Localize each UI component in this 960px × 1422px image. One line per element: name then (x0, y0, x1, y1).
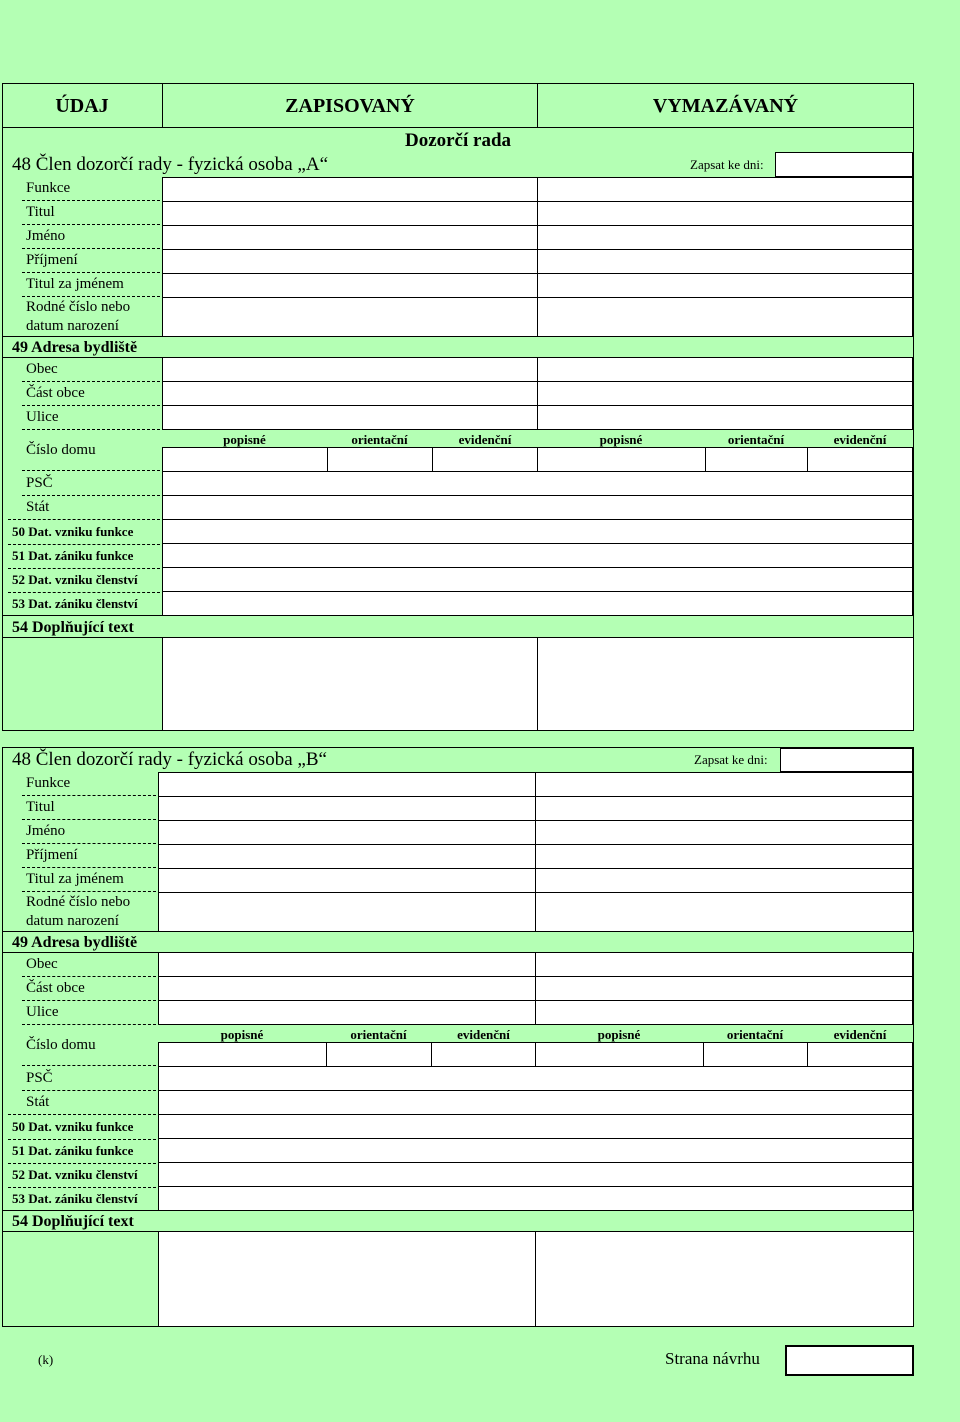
label-prijmeni: Příjmení (26, 252, 78, 268)
b-evidencni-zapis[interactable] (431, 1042, 536, 1067)
a-evidencni-zapis-label: evidenční (458, 432, 512, 447)
b-titul-zapis[interactable] (158, 796, 536, 821)
label-doplnujici: 54 Doplňující text (12, 1213, 134, 1230)
a-zanik-clenstvi-field[interactable] (162, 591, 913, 616)
label-cislo-domu: Číslo domu (26, 442, 96, 458)
a-vznik-clenstvi-field[interactable] (162, 567, 913, 592)
b-popisne-zapis-label: popisné (220, 1027, 264, 1042)
b-cast-zapis[interactable] (158, 976, 536, 1001)
header-zapisovany: ZAPISOVANÝ (285, 95, 415, 117)
label-jmeno: Jméno (26, 823, 66, 839)
header-udaj: ÚDAJ (55, 95, 109, 117)
a-popisne-zapis-label: popisné (223, 432, 266, 447)
member-a-zapsat-label: Zapsat ke dni: (690, 157, 764, 172)
b-titulza-zapis[interactable] (158, 868, 536, 893)
b-zanik-clenstvi-field[interactable] (158, 1186, 913, 1211)
label-ulice: Ulice (26, 409, 59, 425)
b-titul-vymaz[interactable] (535, 796, 913, 821)
a-popisne-vymaz-label: popisné (599, 432, 643, 447)
label-zanik-clenstvi: 53 Dat. zániku členství (12, 1191, 138, 1206)
label-cast-obce: Část obce (26, 385, 85, 401)
b-prijmeni-vymaz[interactable] (535, 844, 913, 869)
a-titul-zapis[interactable] (162, 201, 538, 226)
label-titul: Titul (26, 799, 55, 815)
a-doplnujici-zapis[interactable] (162, 637, 538, 731)
b-obec-vymaz[interactable] (535, 952, 913, 977)
a-psc-field[interactable] (162, 471, 913, 496)
label-zanik-funkce: 51 Dat. zániku funkce (12, 1143, 134, 1158)
header-vymazavany: VYMAZÁVANÝ (652, 95, 799, 117)
b-obec-zapis[interactable] (158, 952, 536, 977)
label-titul-za: Titul za jménem (26, 276, 124, 292)
a-popisne-zapis[interactable] (162, 447, 328, 472)
a-prijmeni-zapis[interactable] (162, 249, 538, 274)
a-obec-vymaz[interactable] (537, 357, 913, 382)
label-funkce: Funkce (26, 180, 71, 196)
a-ulice-vymaz[interactable] (537, 405, 913, 430)
b-jmeno-zapis[interactable] (158, 820, 536, 845)
b-orientacni-zapis[interactable] (326, 1042, 432, 1067)
label-vznik-clenstvi: 52 Dat. vzniku členství (12, 1167, 138, 1182)
b-evidencni-vymaz-label: evidenční (833, 1027, 887, 1042)
b-popisne-vymaz[interactable] (535, 1042, 704, 1067)
b-rc-vymaz[interactable] (535, 892, 913, 932)
a-funkce-vymaz[interactable] (537, 177, 913, 202)
b-rc-zapis[interactable] (158, 892, 536, 932)
a-funkce-zapis[interactable] (162, 177, 538, 202)
b-psc-field[interactable] (158, 1066, 913, 1091)
a-obec-zapis[interactable] (162, 357, 538, 382)
label-obec: Obec (26, 361, 58, 377)
label-psc: PSČ (26, 1070, 53, 1086)
label-psc: PSČ (26, 475, 53, 491)
a-titul-vymaz[interactable] (537, 201, 913, 226)
a-rc-vymaz[interactable] (537, 297, 913, 337)
label-rc-1: Rodné číslo nebo (26, 299, 131, 315)
label-zanik-funkce: 51 Dat. zániku funkce (12, 548, 134, 563)
b-vznik-funkce-field[interactable] (158, 1114, 913, 1139)
b-jmeno-vymaz[interactable] (535, 820, 913, 845)
footer-strana-label: Strana návrhu (665, 1349, 760, 1368)
label-vznik-funkce: 50 Dat. vzniku funkce (12, 1119, 134, 1134)
a-popisne-vymaz[interactable] (537, 447, 706, 472)
label-stat: Stát (26, 499, 50, 515)
a-ulice-zapis[interactable] (162, 405, 538, 430)
a-orientacni-vymaz[interactable] (705, 447, 808, 472)
label-cislo-domu: Číslo domu (26, 1037, 96, 1053)
a-jmeno-zapis[interactable] (162, 225, 538, 250)
b-doplnujici-vymaz[interactable] (535, 1231, 914, 1327)
label-vznik-funkce: 50 Dat. vzniku funkce (12, 524, 134, 539)
b-funkce-zapis[interactable] (158, 772, 536, 797)
a-titulza-vymaz[interactable] (537, 273, 913, 298)
b-titulza-vymaz[interactable] (535, 868, 913, 893)
label-adresa: 49 Adresa bydliště (12, 339, 138, 356)
b-doplnujici-zapis[interactable] (158, 1231, 536, 1327)
a-evidencni-zapis[interactable] (432, 447, 538, 472)
footer-strana-field[interactable] (785, 1345, 914, 1376)
b-evidencni-zapis-label: evidenční (457, 1027, 510, 1042)
a-orientacni-zapis-label: orientační (351, 432, 408, 447)
a-doplnujici-vymaz[interactable] (537, 637, 914, 731)
a-rc-zapis[interactable] (162, 297, 538, 337)
a-stat-field[interactable] (162, 495, 913, 520)
a-cast-zapis[interactable] (162, 381, 538, 406)
label-vznik-clenstvi: 52 Dat. vzniku členství (12, 572, 138, 587)
label-ulice: Ulice (26, 1004, 59, 1020)
b-funkce-vymaz[interactable] (535, 772, 913, 797)
b-stat-field[interactable] (158, 1090, 913, 1115)
member-b-zapsat-field[interactable] (780, 748, 913, 772)
label-cast-obce: Část obce (26, 980, 85, 996)
label-stat: Stát (26, 1094, 50, 1110)
member-b-title: 48 Člen dozorčí rady - fyzická osoba „B“ (12, 749, 327, 770)
label-doplnujici: 54 Doplňující text (12, 619, 134, 636)
b-ulice-vymaz[interactable] (535, 1000, 913, 1025)
b-prijmeni-zapis[interactable] (158, 844, 536, 869)
a-jmeno-vymaz[interactable] (537, 225, 913, 250)
label-zanik-clenstvi: 53 Dat. zániku členství (12, 596, 138, 611)
a-orientacni-zapis[interactable] (327, 447, 433, 472)
label-rc-2: datum narození (26, 318, 119, 334)
a-orientacni-vymaz-label: orientační (727, 432, 785, 447)
label-funkce: Funkce (26, 775, 71, 791)
section-title: Dozorčí rada (404, 130, 512, 151)
member-b-zapsat-label: Zapsat ke dni: (694, 752, 768, 767)
label-obec: Obec (26, 956, 58, 972)
label-titul-za: Titul za jménem (26, 871, 124, 887)
label-prijmeni: Příjmení (26, 847, 78, 863)
a-titulza-zapis[interactable] (162, 273, 538, 298)
label-adresa: 49 Adresa bydliště (12, 934, 138, 951)
a-evidencni-vymaz-label: evidenční (833, 432, 887, 447)
b-popisne-zapis[interactable] (158, 1042, 327, 1067)
footer-code: (k) (38, 1352, 54, 1367)
a-zanik-funkce-field[interactable] (162, 543, 913, 568)
label-titul: Titul (26, 204, 55, 220)
a-prijmeni-vymaz[interactable] (537, 249, 913, 274)
b-ulice-zapis[interactable] (158, 1000, 536, 1025)
a-evidencni-vymaz[interactable] (807, 447, 913, 472)
b-zanik-funkce-field[interactable] (158, 1138, 913, 1163)
member-a-title: 48 Člen dozorčí rady - fyzická osoba „A“ (12, 154, 329, 175)
b-evidencni-vymaz[interactable] (807, 1042, 913, 1067)
b-orientacni-zapis-label: orientační (350, 1027, 407, 1042)
b-popisne-vymaz-label: popisné (597, 1027, 641, 1042)
b-orientacni-vymaz[interactable] (703, 1042, 808, 1067)
b-orientacni-vymaz-label: orientační (726, 1027, 784, 1042)
label-rc-1: Rodné číslo nebo (26, 894, 131, 910)
b-cast-vymaz[interactable] (535, 976, 913, 1001)
a-cast-vymaz[interactable] (537, 381, 913, 406)
b-vznik-clenstvi-field[interactable] (158, 1162, 913, 1187)
member-a-zapsat-field[interactable] (775, 152, 913, 177)
label-rc-2: datum narození (26, 913, 119, 929)
label-jmeno: Jméno (26, 228, 66, 244)
a-vznik-funkce-field[interactable] (162, 519, 913, 544)
